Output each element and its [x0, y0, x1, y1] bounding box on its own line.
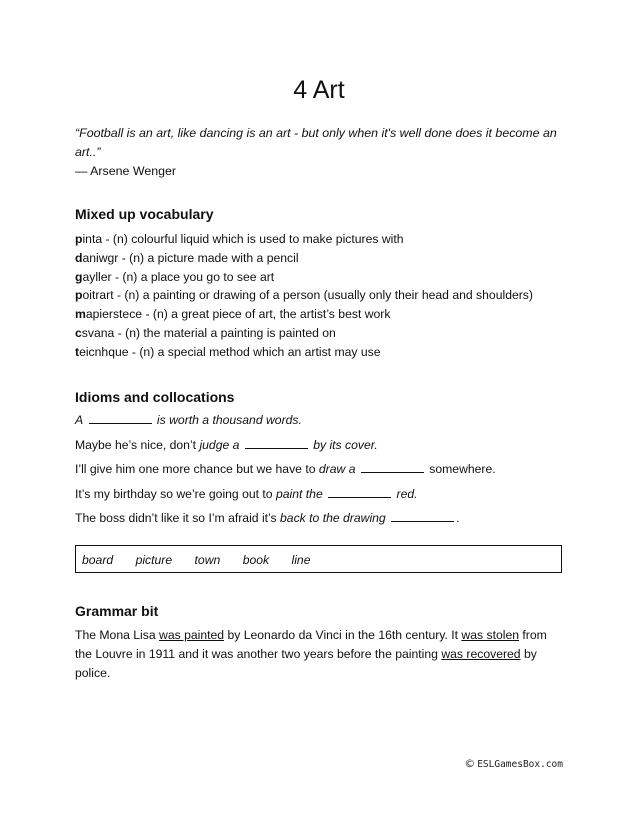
idioms-list — [75, 411, 595, 534]
vocab-first-letter: m — [75, 307, 86, 322]
quote-block — [75, 124, 575, 181]
word-bank-item: board — [82, 553, 114, 567]
idiom-text: . — [456, 511, 460, 525]
vocab-first-letter: p — [75, 232, 83, 246]
grammar-text: by police. — [75, 647, 537, 680]
vocab-definition: inta - (n) colourful liquid which is used to make pictures with — [82, 232, 404, 246]
idiom-italic-text: draw a — [318, 462, 356, 476]
vocab-definition: ayller - (n) a place you go to see art — [82, 269, 275, 284]
idiom-sentence — [75, 411, 595, 436]
vocab-list — [75, 230, 595, 362]
grammar-underlined-text: was stolen — [461, 628, 520, 642]
idiom-text: Maybe he’s nice, don’t — [75, 437, 200, 452]
idiom-text: somewhere. — [429, 462, 496, 476]
idiom-sentence — [75, 460, 595, 485]
vocab-definition: oitrart - (n) a painting or drawing of a person (usually only their head and shoulders) — [82, 288, 533, 303]
grammar-text: by Leonardo da Vinci in the 16th century. It — [224, 628, 462, 642]
footer-credit — [464, 757, 563, 772]
copyright-icon: © — [464, 757, 476, 770]
grammar-paragraph — [75, 626, 565, 683]
vocab-first-letter: g — [75, 269, 83, 284]
answer-blank[interactable] — [245, 437, 308, 449]
vocab-first-letter: c — [75, 325, 82, 340]
quote-author: ― Arsene Wenger — [75, 164, 177, 178]
idiom-sentence — [75, 509, 595, 534]
idiom-italic-text: judge a — [199, 437, 240, 452]
vocab-first-letter: t — [75, 344, 80, 359]
idiom-text: It’s my birthday so we’re going out to — [75, 486, 276, 501]
vocab-item — [75, 324, 595, 343]
answer-blank[interactable] — [391, 510, 454, 522]
idiom-italic-text: A — [75, 413, 84, 427]
idioms-heading: Idioms and collocations — [75, 389, 235, 405]
vocab-item — [75, 286, 595, 305]
quote-text: “Football is an art, like dancing is an art - but only when it's well done does it become an art..” — [75, 126, 557, 159]
word-bank-item: line — [291, 553, 311, 567]
idiom-italic-text: back to the drawing — [280, 511, 386, 525]
idiom-italic-text: paint the — [275, 486, 323, 501]
vocab-first-letter: d — [75, 250, 83, 265]
vocab-definition: apierstece - (n) a great piece of art, the artist’s best work — [85, 307, 391, 322]
idiom-italic-text: is worth a thousand words. — [156, 413, 302, 427]
vocab-heading: Mixed up vocabulary — [75, 206, 214, 222]
vocab-item — [75, 343, 595, 362]
vocab-item — [75, 268, 595, 287]
answer-blank[interactable] — [361, 461, 424, 473]
vocab-item — [75, 230, 595, 249]
word-bank-item: book — [242, 553, 270, 567]
grammar-heading: Grammar bit — [75, 603, 159, 619]
vocab-first-letter: p — [75, 288, 83, 303]
vocab-item — [75, 305, 595, 324]
grammar-text: The Mona Lisa — [75, 628, 160, 642]
vocab-item — [75, 249, 595, 268]
vocab-definition: svana - (n) the material a painting is painted on — [81, 325, 336, 340]
idiom-italic-text: red. — [396, 486, 418, 501]
idiom-text: The boss didn’t like it so I’m afraid it’s — [75, 511, 281, 525]
footer-site-text: ESLGamesBox.com — [477, 759, 563, 770]
page-title: 4 Art — [293, 76, 345, 104]
idiom-sentence — [75, 436, 595, 461]
vocab-definition: eicnhque - (n) a special method which an artist may use — [79, 344, 381, 359]
idiom-text: I’ll give him one more chance but we have to — [75, 462, 319, 476]
word-bank-item: picture — [135, 553, 173, 567]
idiom-sentence — [75, 485, 595, 510]
word-bank-item: town — [194, 553, 221, 567]
word-bank-box — [75, 545, 562, 573]
grammar-underlined-text: was painted — [159, 628, 225, 642]
grammar-underlined-text: was recovered — [441, 647, 521, 661]
vocab-definition: aniwgr - (n) a picture made with a pencil — [82, 250, 299, 265]
answer-blank[interactable] — [89, 412, 152, 424]
idiom-italic-text: by its cover. — [313, 437, 378, 452]
grammar-text: from the Louvre in 1911 and it was another two years before the painting — [75, 628, 547, 661]
answer-blank[interactable] — [328, 486, 391, 498]
